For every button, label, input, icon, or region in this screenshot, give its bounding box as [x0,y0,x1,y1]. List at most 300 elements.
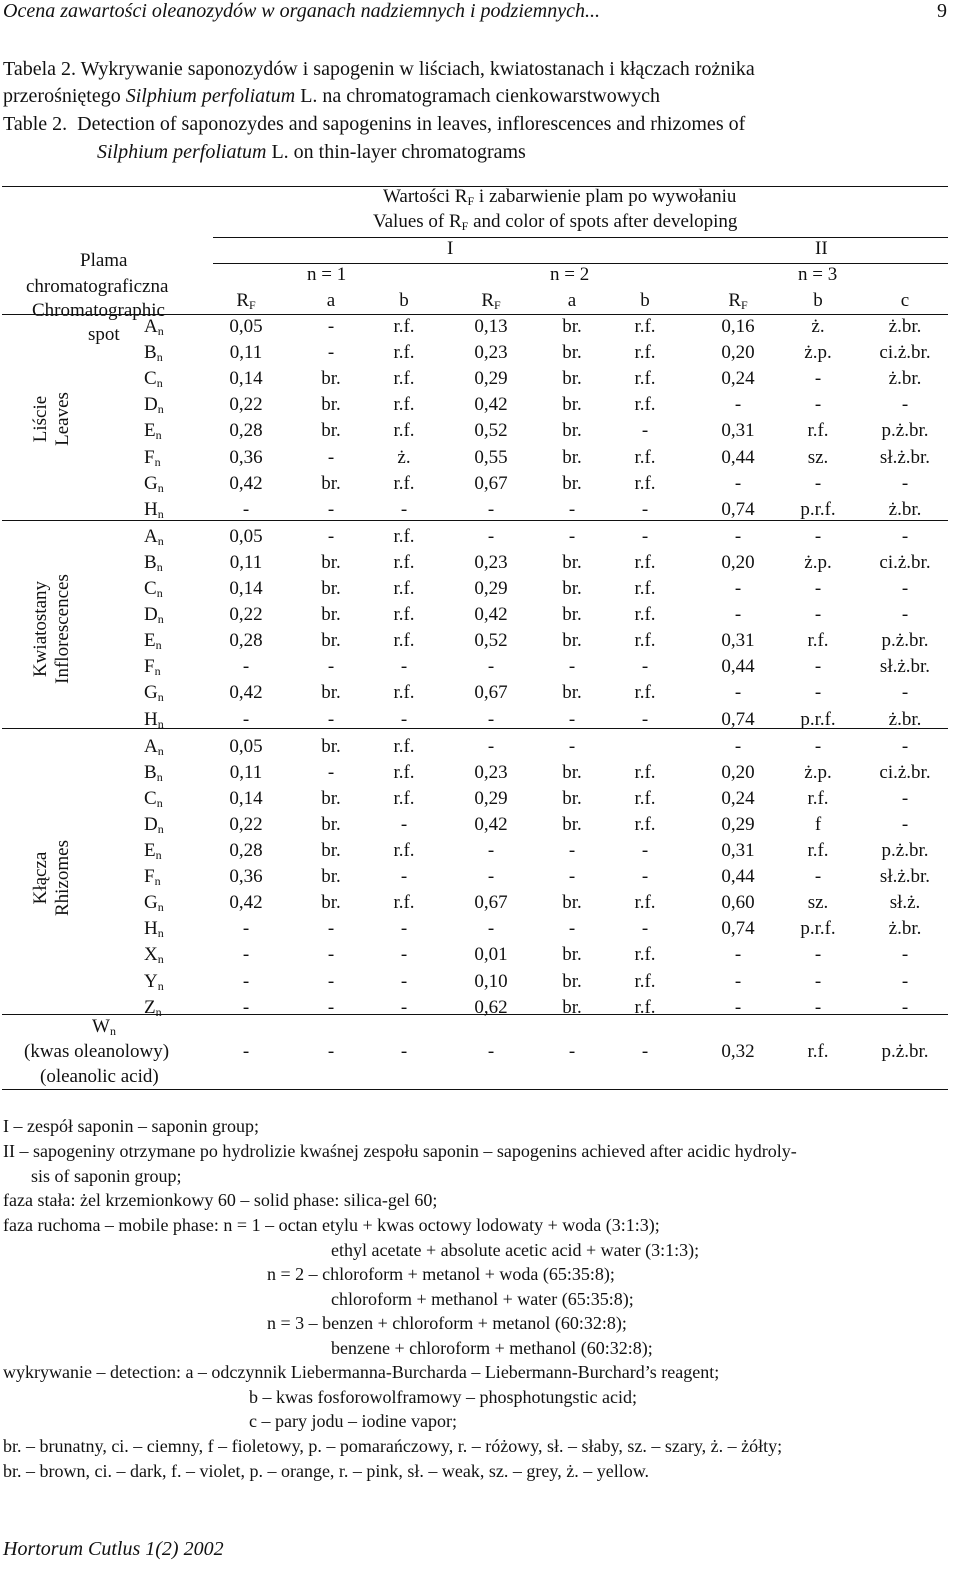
caption-en-line2: Silphium perfoliatum L. on thin-layer chromatograms [97,141,526,163]
table-cell: 0,20 [721,761,755,783]
table-cell: sł.ż.br. [879,866,931,888]
table-cell: p.r.f. [800,918,836,940]
table-cell: p.ż.br. [881,630,929,652]
table-cell: - [568,708,576,730]
table-cell: - [814,970,822,992]
table-cell: - [901,604,909,626]
section-label: Kłącza Rhizomes [30,840,73,917]
table-cell: - [327,525,335,547]
table-cell: r.f. [634,787,656,809]
table-cell: br. [321,472,341,494]
table-cell: - [327,656,335,678]
header-group-I: I [447,238,454,259]
table-cell: 0,22 [229,604,263,626]
table-cell: - [400,918,408,940]
table-cell: - [327,498,335,520]
table-cell: r.f. [634,761,656,783]
table-cell: - [487,708,495,730]
table-cell: br. [321,866,341,888]
table-cell: br. [562,420,582,442]
table-cell: - [641,498,649,520]
footer-journal: Hortorum Cutlus 1(2) 2002 [3,1538,224,1560]
table-cell: 0,44 [721,656,755,678]
table-cell: 0,31 [721,840,755,861]
table-cell: br. [321,735,341,757]
table-cell: ż.br. [888,918,922,940]
table-cell: r.f. [634,996,656,1018]
table-cell: br. [321,578,341,599]
table-cell: br. [321,420,341,442]
table-cell: r.f. [807,420,829,442]
wn-label: $W_n$ [92,1016,116,1038]
table-cell: - [901,472,909,494]
table-cell: - [641,525,649,547]
table-cell: br. [321,813,341,835]
table-cell: - [641,918,649,940]
table-cell: - [487,840,495,861]
row-spot: $H_n$ [144,498,164,521]
table-cell: ż.br. [888,498,922,520]
table-cell: - [814,525,822,547]
table-cell: 0,22 [229,394,263,416]
table-cell: 0,14 [229,368,263,390]
note-line: ethyl acetate + absolute acetic acid + water (3:1:3); [331,1240,700,1260]
running-title: Ocena zawartości oleanozydów w organach nadziemnych i podziemnych... [3,0,600,22]
table-cell: r.f. [393,735,415,757]
table-cell: 0,42 [229,472,263,494]
row-spot: $G_n$ [144,472,164,495]
table-cell: - [901,578,909,599]
table-cell: - [734,944,742,966]
table-cell: br. [562,970,582,992]
table-cell: 0,74 [721,708,755,730]
table-cell: 0,20 [721,342,755,364]
table-cell: r.f. [634,368,656,390]
table-cell: br. [321,368,341,390]
table-cell: - [327,761,335,783]
table-cell: - [400,1041,408,1062]
table-cell: r.f. [393,892,415,914]
table-cell: br. [562,761,582,783]
col-header-a: a [567,290,577,311]
table-cell: - [242,498,250,520]
table-cell: r.f. [393,368,415,390]
row-spot: $A_n$ [144,525,164,548]
table-cell: - [242,708,250,730]
table-cell: ż. [397,446,411,468]
table-cell: r.f. [393,682,415,704]
table-cell: 0,42 [229,892,263,914]
table-cell: - [568,525,576,547]
caption-en-line1: Table 2. Detection of saponozydes and sapogenins in leaves, inflorescences and rhizomes of [3,113,746,135]
header-n2: n = 2 [550,264,590,285]
table-cell: p.ż.br. [881,840,929,861]
table-cell: br. [562,787,582,809]
table-cell: 0,29 [474,787,508,809]
table-cell: br. [321,394,341,416]
note-line: wykrywanie – detection: a – odczynnik Liebermanna-Burcharda – Liebermann-Burchard’s reagent; [3,1362,720,1382]
table-cell: ci.ż.br. [879,342,931,364]
table-cell: r.f. [393,761,415,783]
table-cell: - [901,735,909,757]
caption-pl-line2: przerośniętego Silphium perfoliatum L. na chromatogramach cienkowarstwowych [3,85,661,107]
table-cell: br. [562,551,582,573]
table-cell: r.f. [634,604,656,626]
row-spot: $H_n$ [144,918,164,941]
col-header-rf: $R_F$ [728,290,748,312]
table-cell: 0,42 [229,682,263,704]
table-cell: - [568,840,576,861]
table-cell: - [901,682,909,704]
note-line: br. – brunatny, ci. – ciemny, f – fioletowy, p. – pomarańczowy, r. – różowy, sł. – słaby, sz. – szary, ż. – żółty; [3,1436,783,1456]
table-cell: - [487,735,495,757]
row-spot: $C_n$ [144,578,163,600]
table-cell: r.f. [634,551,656,573]
header-spot-pl-1: Plama [80,250,128,271]
table-cell: sz. [807,892,829,914]
table-cell: 0,74 [721,918,755,940]
table-cell: - [734,394,742,416]
table-cell: - [734,996,742,1018]
table-cell: r.f. [393,420,415,442]
table-cell: - [487,498,495,520]
table-cell: - [487,866,495,888]
table-cell: br. [321,840,341,861]
table-cell: ż.br. [888,316,922,337]
table-cell: f [814,813,822,835]
col-header-b: b [813,290,823,311]
table-cell: - [487,918,495,940]
table-cell: - [901,970,909,992]
table-cell: br. [562,342,582,364]
table-cell: - [568,656,576,678]
table-cell: ż.p. [804,551,832,573]
header-spot-en-2: spot [88,324,120,345]
table-cell: 0,36 [229,866,263,888]
table-cell: - [901,996,909,1018]
header-values-pl: Wartości $R_F$ i zabarwienie plam po wywołaniu [383,186,737,208]
table-cell: 0,14 [229,787,263,809]
table-cell: - [400,708,408,730]
table-cell: - [641,1041,649,1062]
section-label: Kwiatostany Inflorescences [30,574,73,685]
table-cell: br. [562,578,582,599]
header-n1: n = 1 [307,264,347,285]
table-cell: - [814,656,822,678]
table-cell: - [327,918,335,940]
note-line: sis of saponin group; [31,1166,182,1186]
table-cell: - [901,787,909,809]
table-cell: p.ż.br. [881,1041,929,1062]
row-spot: $Y_n$ [144,970,164,993]
wn-label-en: (oleanolic acid) [40,1066,159,1087]
table-cell: br. [562,316,582,337]
note-line: I – zespół saponin – saponin group; [3,1116,259,1136]
table-cell: - [400,866,408,888]
table-cell: 0,28 [229,420,263,442]
table-cell: 0,11 [229,342,263,364]
table-cell: - [641,866,649,888]
table-cell: 0,16 [721,316,755,337]
table-cell: br. [562,813,582,835]
table-cell: 0,23 [474,342,508,364]
table-cell: 0,31 [721,420,755,442]
table-cell: - [242,1041,250,1062]
table-cell: r.f. [393,342,415,364]
table-cell: r.f. [634,316,656,337]
table-cell: - [568,1041,576,1062]
table-cell: 0,67 [474,682,508,704]
table-cell: - [327,970,335,992]
col-header-c: c [900,290,910,311]
table-cell: p.r.f. [800,498,836,520]
table-cell: r.f. [807,840,829,861]
table-cell: - [814,996,822,1018]
table-cell: - [327,1041,335,1062]
row-spot: $D_n$ [144,813,164,836]
table-cell: - [400,970,408,992]
rule-bottom [2,1089,948,1090]
table-cell: r.f. [634,446,656,468]
table-cell: 0,32 [721,1041,755,1062]
table-cell: br. [321,604,341,626]
wn-label-pl: (kwas oleanolowy) [24,1041,170,1062]
table-cell: 0,74 [721,498,755,520]
table-cell: - [901,944,909,966]
table-cell: - [242,970,250,992]
table-cell: - [242,918,250,940]
table-cell: - [327,708,335,730]
table-cell: 0,62 [474,996,508,1018]
table-cell: - [734,578,742,599]
table-cell: 0,52 [474,630,508,652]
table-cell: r.f. [393,525,415,547]
row-spot: $E_n$ [144,630,162,653]
table-cell: br. [562,368,582,390]
header-n3: n = 3 [798,264,838,285]
caption-pl-line1: Tabela 2. Wykrywanie saponozydów i sapogenin w liściach, kwiatostanach i kłączach rożnika [3,58,755,80]
table-cell: r.f. [393,840,415,861]
table-cell: sł.ż.br. [879,446,931,468]
table-cell: - [327,996,335,1018]
table-cell: p.ż.br. [881,420,929,442]
note-line: n = 2 – chloroform + metanol + woda (65:35:8); [267,1264,615,1284]
table-cell: br. [562,446,582,468]
table-cell: - [327,316,335,337]
table-cell: 0,24 [721,787,755,809]
table-cell: r.f. [393,787,415,809]
table-cell: 0,44 [721,866,755,888]
table-cell: 0,14 [229,578,263,599]
table-cell: - [901,394,909,416]
table-cell: ci.ż.br. [879,551,931,573]
header-spot-pl-2: chromatograficzna [26,276,169,297]
table-cell: 0,22 [229,813,263,835]
table-cell: 0,42 [474,813,508,835]
col-header-b: b [399,290,409,311]
table-cell: 0,01 [474,944,508,966]
table-cell: - [814,944,822,966]
table-cell: 0,11 [229,551,263,573]
table-cell: r.f. [634,472,656,494]
table-cell: r.f. [634,970,656,992]
note-line: faza stała: żel krzemionkowy 60 – solid phase: silica-gel 60; [3,1190,438,1210]
table-cell: ci.ż.br. [879,761,931,783]
table-cell: - [734,682,742,704]
table-cell: 0,28 [229,630,263,652]
table-cell: - [400,813,408,835]
table-cell: r.f. [634,813,656,835]
note-line: benzene + chloroform + methanol (60:32:8); [331,1338,653,1358]
row-spot: $D_n$ [144,604,164,627]
row-spot: $B_n$ [144,551,163,574]
table-cell: r.f. [393,578,415,599]
row-spot: $B_n$ [144,761,163,784]
note-line: faza ruchoma – mobile phase: n = 1 – octan etylu + kwas octowy lodowaty + woda (3:1:3); [3,1215,660,1235]
table-cell: br. [562,394,582,416]
table-cell: - [400,996,408,1018]
table-cell: r.f. [807,630,829,652]
table-cell: r.f. [393,630,415,652]
table-cell: - [641,420,649,442]
table-cell: r.f. [634,630,656,652]
table-cell: 0,52 [474,420,508,442]
table-cell: r.f. [634,944,656,966]
table-cell: 0,36 [229,446,263,468]
row-spot: $G_n$ [144,892,164,915]
table-cell: ż.p. [804,761,832,783]
table-cell: r.f. [393,316,415,337]
rule-group [213,237,948,238]
header-values-en: Values of $R_F$ and color of spots after developing [373,211,738,233]
table-cell: r.f. [634,892,656,914]
table-cell: sł.ż. [889,892,921,914]
table-cell: ż.br. [888,708,922,730]
table-cell: ż.p. [804,342,832,364]
table-cell: - [814,394,822,416]
table-cell: br. [562,996,582,1018]
table-cell: - [568,498,576,520]
table-cell: - [487,1041,495,1062]
table-cell: - [814,578,822,599]
table-cell: 0,60 [721,892,755,914]
table-cell: - [814,472,822,494]
table-cell: p.r.f. [800,708,836,730]
table-cell: 0,13 [474,316,508,337]
table-cell: br. [321,551,341,573]
table-cell: - [242,996,250,1018]
row-spot: $E_n$ [144,420,162,443]
table-cell: 0,67 [474,472,508,494]
table-cell: sł.ż.br. [879,656,931,678]
table-cell: 0,05 [229,316,263,337]
table-cell: - [400,944,408,966]
table-cell: 0,23 [474,761,508,783]
table-cell: br. [562,682,582,704]
table-cell: - [814,735,822,757]
table-cell: - [487,525,495,547]
table-cell: r.f. [393,472,415,494]
table-cell: r.f. [393,604,415,626]
table-cell: br. [562,892,582,914]
row-spot: $C_n$ [144,368,163,391]
row-spot: $H_n$ [144,708,164,731]
note-line: II – sapogeniny otrzymane po hydrolizie kwaśnej zespołu saponin – sapogenins achieved after acidic hydroly- [3,1141,797,1161]
note-line: c – pary jodu – iodine vapor; [249,1411,457,1431]
table-cell: r.f. [807,1041,829,1062]
row-spot: $F_n$ [144,656,161,679]
row-spot: $Z_n$ [144,996,162,1019]
table-cell: - [814,604,822,626]
table-cell: 0,28 [229,840,263,861]
col-header-b: b [640,290,650,311]
note-line: n = 3 – benzen + chloroform + metanol (60:32:8); [267,1313,627,1333]
table-cell: 0,55 [474,446,508,468]
table-cell: ż. [811,316,825,337]
row-spot: $F_n$ [144,446,161,469]
table-cell: - [400,656,408,678]
table-cell: br. [321,630,341,652]
table-cell: r.f. [393,551,415,573]
table-cell: 0,11 [229,761,263,783]
table-cell: - [734,525,742,547]
table-cell: - [734,604,742,626]
table-cell: br. [562,630,582,652]
table-cell: - [327,342,335,364]
table-cell: sz. [807,446,829,468]
table-cell: br. [321,892,341,914]
table-cell: 0,29 [474,368,508,390]
table-cell: - [901,813,909,835]
table-cell: - [568,866,576,888]
row-spot: $X_n$ [144,944,164,967]
table-cell: 0,05 [229,735,263,757]
table-cell: 0,31 [721,630,755,652]
table-cell: ż.br. [888,368,922,390]
table-cell: - [814,368,822,390]
table-cell: br. [321,787,341,809]
table-cell: 0,29 [721,813,755,835]
note-line: br. – brown, ci. – dark, f. – violet, p. – orange, r. – pink, sł. – weak, sz. – grey, ż. – yellow. [3,1461,650,1481]
row-spot: $D_n$ [144,394,164,417]
table-cell: r.f. [807,787,829,809]
table-cell: - [814,866,822,888]
table-cell: - [901,525,909,547]
table-cell: r.f. [634,682,656,704]
table-cell: - [734,970,742,992]
table-cell: - [568,918,576,940]
table-cell: 0,10 [474,970,508,992]
table-cell: - [327,446,335,468]
table-cell: r.f. [634,342,656,364]
row-spot: $F_n$ [144,866,161,889]
table-cell: - [641,708,649,730]
col-header-rf: $R_F$ [481,290,501,312]
table-cell: - [641,656,649,678]
table-cell: - [568,735,576,757]
row-spot: $B_n$ [144,342,163,365]
section-label: Liście Leaves [30,392,73,447]
table-cell: 0,23 [474,551,508,573]
table-cell: r.f. [634,394,656,416]
row-spot: $C_n$ [144,787,163,810]
page-number: 9 [937,0,947,22]
col-header-rf: $R_F$ [236,290,256,312]
table-cell: r.f. [393,394,415,416]
table-cell: 0,24 [721,368,755,390]
col-header-a: a [326,290,336,311]
table-cell: 0,20 [721,551,755,573]
